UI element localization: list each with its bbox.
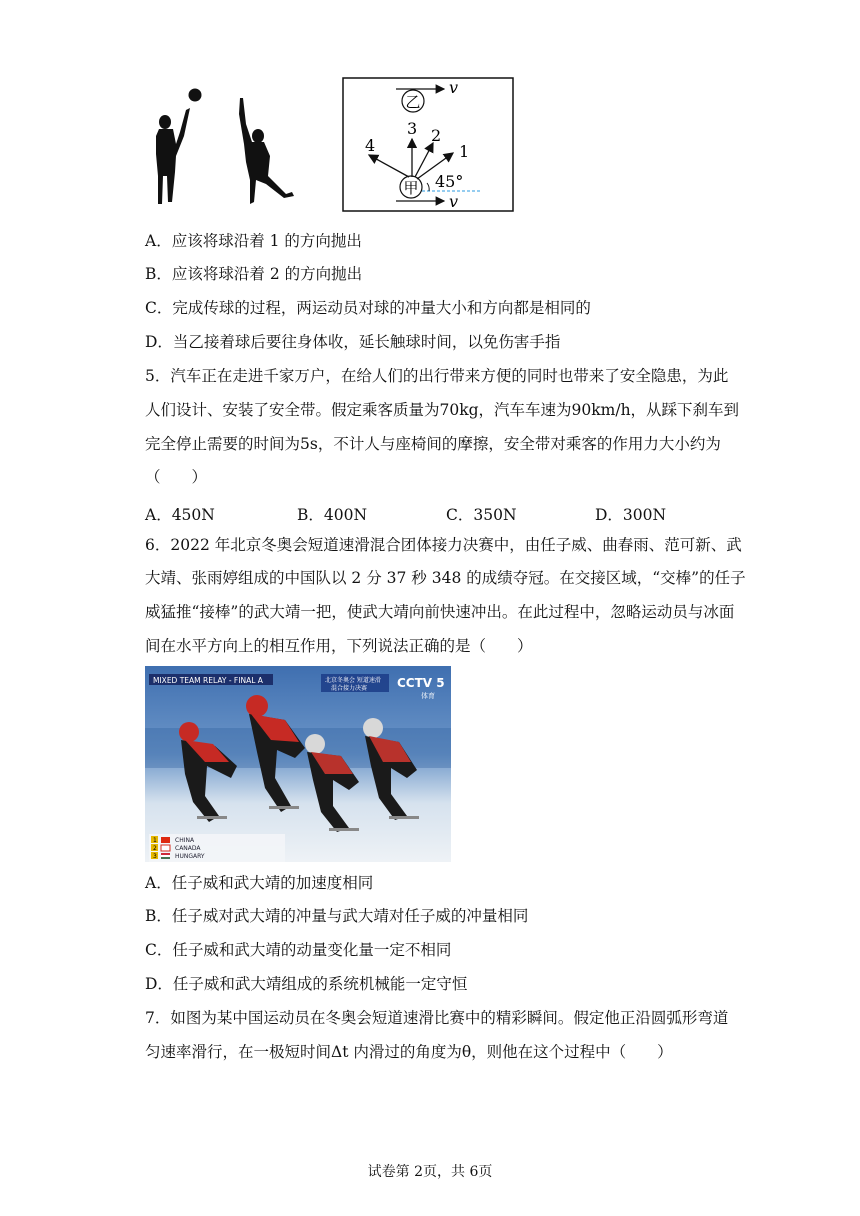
q6-stem-line-1: 6．2022 年北京冬奥会短道速滑混合团体接力决赛中，由任子威、曲春雨、范可新、武 — [145, 536, 742, 554]
q6-option-d: D．任子威和武大靖组成的系统机械能一定守恒 — [145, 975, 468, 993]
q6-stem-line-2: 大靖、张雨婷组成的中国队以 2 分 37 秒 348 的成绩夺冠。在交接区域，“交棒”的任子 — [145, 569, 746, 587]
q4-option-a: A．应该将球沿着 1 的方向抛出 — [145, 232, 362, 250]
q5-option-c: C．350N — [446, 506, 517, 524]
q6-option-a: A．任子威和武大靖的加速度相同 — [145, 874, 374, 892]
arrow-3-label: 3 — [407, 119, 418, 138]
q6-option-c: C．任子威和武大靖的动量变化量一定不相同 — [145, 941, 452, 959]
q5-stem-line-1: 5．汽车正在走进千家万户，在给人们的出行带来方便的同时也带来了安全隐患，为此 — [145, 367, 729, 385]
rank-3-pos: 3 — [153, 853, 157, 860]
arrow-4-label: 4 — [365, 136, 376, 155]
throw-direction-diagram — [341, 77, 516, 213]
q7-stem-line-2: 匀速率滑行，在一极短时间Δt 内滑过的角度为θ，则他在这个过程中（ ） — [145, 1043, 673, 1061]
velocity-label-bottom: v — [449, 192, 459, 211]
q7-stem-line-1: 7．如图为某中国运动员在冬奥会短道速滑比赛中的精彩瞬间。假定他正沿圆弧形弯道 — [145, 1009, 729, 1027]
q4-option-c: C．完成传球的过程，两运动员对球的冲量大小和方向都是相同的 — [145, 299, 591, 317]
velocity-label-top: v — [449, 78, 459, 97]
page-footer: 试卷第 2页，共 6页 — [367, 1164, 493, 1180]
q6-option-b: B．任子威对武大靖的冲量与武大靖对任子威的冲量相同 — [145, 907, 529, 925]
photo-channel-sub: 体育 — [421, 692, 435, 700]
photo-caption-bottom: 混合接力决赛 — [331, 685, 368, 692]
q5-stem-line-2: 人们设计、安装了安全带。假定乘客质量为70kg，汽车车速为90km/h，从踩下刹车到 — [145, 401, 740, 419]
rank-1-team: CHINA — [175, 837, 195, 844]
ball — [189, 89, 202, 102]
q4-option-d: D．当乙接着球后要往身体收，延长触球时间，以免伤害手指 — [145, 333, 561, 351]
person-top-label: 乙 — [405, 93, 421, 111]
q6-stem-line-4: 间在水平方向上的相互作用，下列说法正确的是（ ） — [145, 637, 533, 655]
rank-2-pos: 2 — [153, 845, 157, 852]
q5-stem-line-3: 完全停止需要的时间为5s，不计人与座椅间的摩擦，安全带对乘客的作用力大小约为 — [145, 435, 721, 453]
speed-skating-photo — [145, 666, 451, 862]
photo-channel-logo: CCTV 5 — [397, 676, 445, 690]
arrow-1-label: 1 — [459, 142, 470, 161]
photo-caption-top: 北京冬奥会 短道速滑 — [325, 677, 381, 684]
q5-option-a: A．450N — [145, 506, 215, 524]
rank-1-pos: 1 — [153, 837, 157, 844]
photo-banner: MIXED TEAM RELAY - FINAL A — [153, 676, 263, 685]
q5-stem-line-4: （ ） — [145, 468, 208, 486]
q4-option-b: B．应该将球沿着 2 的方向抛出 — [145, 265, 363, 283]
q6-stem-line-3: 威猛推“接棒”的武大靖一把，使武大靖向前快速冲出。在此过程中，忽略运动员与冰面 — [145, 603, 735, 621]
player-left-silhouette — [156, 108, 190, 204]
q5-option-b: B．400N — [297, 506, 368, 524]
rank-2-team: CANADA — [175, 845, 201, 852]
players-silhouette-figure — [146, 84, 306, 212]
player-right-silhouette — [239, 98, 294, 204]
angle-label: 45° — [435, 172, 464, 191]
q5-option-d: D．300N — [595, 506, 667, 524]
arrow-2-label: 2 — [431, 126, 442, 145]
person-bottom-label: 甲 — [403, 179, 419, 197]
rank-3-team: HUNGARY — [175, 853, 205, 860]
